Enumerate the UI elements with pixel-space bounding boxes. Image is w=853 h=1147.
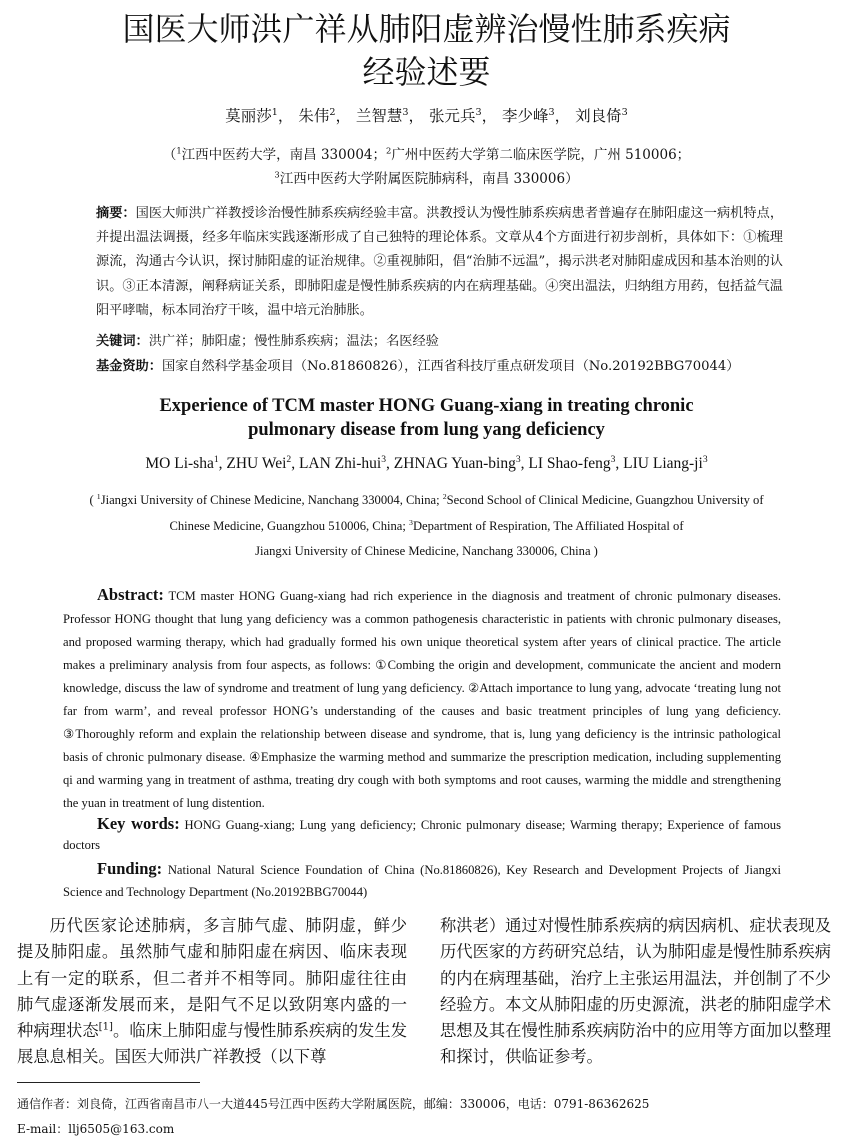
author-zh: 李少峰$^3$ <box>502 106 555 125</box>
authors-zh: 莫丽莎$^1$， 朱伟$^2$， 兰智慧$^3$， 张元兵$^3$， 李少峰$^3$， 刘良倚$^3$ <box>225 106 628 125</box>
keywords-en-label: Key words: <box>97 814 180 833</box>
funding-zh-text: 国家自然科学基金项目（No.81860826），江西省科技厅重点研发项目（No.20192BBG70044） <box>161 359 740 374</box>
author-en: LIU Liang-$ji^3$ <box>623 453 708 472</box>
affiliations-zh-line1: （$^1$江西中医药大学，南昌 330004；$^2$广州中医药大学第二临床医学院，广州 510006； <box>162 145 691 163</box>
footnote-email: E-mail：llj6505@163.com <box>17 1122 175 1136</box>
title-zh <box>0 8 853 94</box>
author-zh: 兰智慧$^3$ <box>355 106 409 125</box>
footnote-correspondence: 通信作者：刘良倚，江西省南昌市八一大道445号江西中医药大学附属医院，邮编：330006，电话：0791-86362625 <box>17 1097 650 1111</box>
funding-en-text: National Natural Science Foundation of China (No.81860826), Key Research and Development Projects of Jiangxi Science and Technology Department (No.20192BBG70044) <box>63 863 781 899</box>
abstract-zh-label: 摘要： <box>96 206 136 221</box>
keywords-en-text: HONG Guang-xiang; Lung yang deficiency; Chronic pulmonary disease; Warming therapy; Experience of famous doctors <box>63 818 781 852</box>
affiliations-en-line1: ( $^1$Jiangxi University of Chinese Medicine, Nanchang 330004, China; $^2$Second School of Clinical Medicine, Guangzhou University of <box>89 491 764 507</box>
abstract-en-label: Abstract: <box>97 585 164 604</box>
title-zh-line1: 国医大师洪广祥从肺阳虚辨治慢性肺系疾病 <box>122 10 731 48</box>
title-en <box>0 394 853 442</box>
affiliations-zh-line2: $^3$江西中医药大学附属医院肺病科，南昌 330006） <box>274 169 579 187</box>
affiliations-zh <box>0 143 853 191</box>
footnote-rule <box>17 1082 200 1083</box>
abstract-zh <box>96 202 783 323</box>
author-en: MO Li-sha$^1$ <box>145 453 219 472</box>
title-zh-line2: 经验述要 <box>362 53 491 91</box>
authors-en: MO Li-sha$^1$, ZHU Wei$^2$, LAN Zhi-hui$^3$, ZHNAG Yuan-bing$^3$, LI Shao-feng$^3$, LIU Liang-$ji^3$ <box>145 453 708 472</box>
author-zh: 朱伟$^2$ <box>298 106 336 125</box>
affiliations-en <box>0 488 853 565</box>
author-zh: 刘良倚$^3$ <box>575 106 628 125</box>
funding-en-label: Funding: <box>97 859 163 878</box>
author-en: LI Shao-feng$^3$ <box>528 453 616 472</box>
author-en: ZHU Wei$^2$ <box>226 453 292 472</box>
author-en: LAN Zhi-hui$^3$ <box>298 453 386 472</box>
keywords-zh-label: 关键词： <box>96 334 149 349</box>
keywords-zh-text: 洪广祥；肺阳虚；慢性肺系疾病；温法；名医经验 <box>148 334 439 349</box>
funding-en <box>63 858 781 903</box>
citation[interactable]: [1] <box>98 1021 113 1033</box>
keywords-zh <box>96 330 783 354</box>
funding-zh-label: 基金资助： <box>96 359 162 374</box>
author-zh: 莫丽莎$^1$ <box>225 106 278 125</box>
title-en-line2: pulmonary disease from lung yang deficiency <box>248 420 605 440</box>
abstract-en <box>63 583 781 815</box>
funding-zh <box>96 355 783 379</box>
author-zh: 张元兵$^3$ <box>428 106 482 125</box>
affiliations-en-line3: Jiangxi University of Chinese Medicine, Nanchang 330006, China ) <box>255 544 598 558</box>
body-left-column: 历代医家论述肺病，多言肺气虚、肺阴虚，鲜少提及肺阳虚。虽然肺气虚和肺阳虚在病因、临床表现上有一定的联系，但二者并不相等同。肺阳虚往往由肺气虚逐渐发展而来，是阳气不足以致阴寒内盛的一种病理状态[1]。临床上肺阳虚与慢性肺系疾病的发生发展息息相关。国医大师洪广祥教授（以下尊 <box>17 916 407 1067</box>
keywords-en <box>63 814 781 855</box>
abstract-en-text: TCM master HONG Guang-xiang had rich experience in the diagnosis and treatment of chronic pulmonary diseases. Professor HONG thought that lung yang deficiency was a common pathogenesis characteristic in patients with chronic pulmonary diseases, and proposed warming therapy, which had gradually formed his own unique theoretical system after years of clinical practice. The article makes a preliminary analysis from four aspects, as follows: ①Combing the origin and development, communicate the ancient and modern knowledge, discuss the law of syndrome and treatment of lung yang deficiency. ②Attach importance to lung yang, advocate ‘treating lung not far from warm’, and reveal professor HONG’s understanding of the causes and basic treatment principles of lung yang deficiency. ③Thoroughly reform and explain the relationship between disease and syndrome, that is, lung yang deficiency is the intrinsic pathological basis of chronic pulmonary disease. ④Emphasize the warming method and summarize the prescription medication, including supplementing qi and warming yang in treatment of asthma, treating dry cough with both symptoms and root causes, warming the middle and strengthening the yuan in treatment of lung distention. <box>63 589 781 810</box>
title-en-line1: Experience of TCM master HONG Guang-xiang in treating chronic <box>159 396 694 416</box>
affiliations-en-line2: Chinese Medicine, Guangzhou 510006, China; $^3$Department of Respiration, The Affiliated Hospital of <box>169 517 684 533</box>
author-en: ZHNAG Yuan-bing$^3$ <box>393 453 521 472</box>
body-right-column: 称洪老）通过对慢性肺系疾病的病因病机、症状表现及历代医家的方药研究总结，认为肺阳虚是慢性肺系疾病的内在病理基础，治疗上主张运用温法，并创制了不少经验方。本文从肺阳虚的历史源流，洪老的肺阳虚学术思想及其在慢性肺系疾病防治中的应用等方面加以整理和探讨，供临证参考。 <box>440 916 831 1067</box>
abstract-zh-text: 国医大师洪广祥教授诊治慢性肺系疾病经验丰富。洪教授认为慢性肺系疾病患者普遍存在肺阳虚这一病机特点，并提出温法调摄，经多年临床实践逐渐形成了自己独特的理论体系。文章从4个方面进行初步剖析，具体如下：①梳理源流，沟通古今认识，探讨肺阳虚的证治规律。②重视肺阳，倡“治肺不远温”，揭示洪老对肺阳虚成因和基本治则的认识。③正本清源，阐释病证关系，即肺阳虚是慢性肺系疾病的内在病理基础。④突出温法，归纳组方用药，包括益气温阳平哮喘，标本同治疗干咳，温中培元治肺胀。 <box>96 206 784 318</box>
